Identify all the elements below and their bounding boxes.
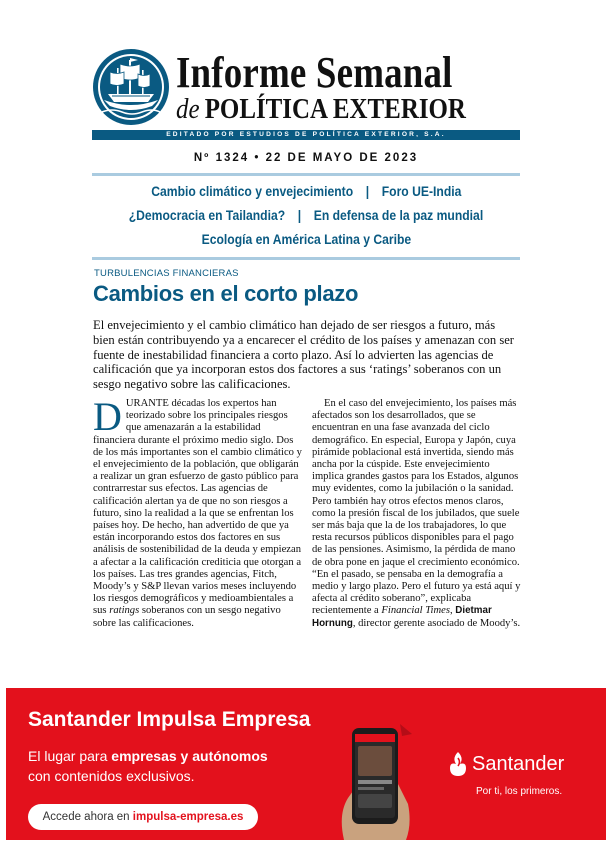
toc-separator: |	[365, 184, 369, 199]
toc-row-3	[92, 232, 520, 247]
toc-item-foro-ue-india[interactable]: Foro UE-India	[381, 184, 462, 199]
person-name: Dietmar Hornung	[312, 605, 492, 629]
masthead-de: de	[176, 93, 200, 125]
masthead-subtitle	[176, 94, 466, 124]
toc-row-1	[92, 184, 520, 199]
phone-in-hand-icon	[338, 724, 412, 840]
column-2-sep: ,	[449, 605, 456, 617]
masthead-title: Informe Semanal	[176, 48, 453, 97]
article-column-1	[93, 394, 303, 630]
column-1-text: décadas los expertos han teorizado sobre los principales riesgos que amenazarán a la estabilidad financiera durante el próximo medio siglo. Dos de los más importantes son el cambio climático y el envejecimiento de la población, que obligarán a realizar un gran esfuerzo de gasto público para contrarrestar sus efectos. Las agencias de calificación alertan ya de que no son riesgos a futuro, sino la realidad a la que se enfrentan los países hoy. De hecho, han advertido de que ya están incorporando estos dos factores en sus análisis de sostenibilidad de la deuda y empiezan a afectar a la calificación crediticia que otorgan a los países. Las tres grandes agencias, Fitch, Moody’s y S&P llevan varios meses incluyendo los riesgos demográficos y medioambientales a sus	[93, 398, 302, 617]
lead-caps: URANTE	[125, 398, 169, 409]
brand-name: Santander	[472, 753, 565, 775]
column-2-text-end: , director gerente asociado de Moody’s.	[352, 617, 521, 629]
article-lede: El envejecimiento y el cambio climático han dejado de ser riesgos a futuro, más bien están contribuyendo ya a encarecer el crédito de los países y amenazan con ser fuente de inestabilidad financiera a corto plazo. Así lo advierten las agencias de calificación que ya incorporan estos dos factores a sus ‘ratings’ soberanos con un sesgo negativo sobre las calificaciones.	[93, 318, 514, 392]
santander-ad[interactable]	[6, 688, 606, 840]
toc-row-2	[92, 208, 520, 223]
article-column-2	[312, 398, 522, 630]
toc-item-ecologia[interactable]: Ecología en América Latina y Caribe	[201, 232, 411, 247]
ad-line-1-bold: empresas y autónomos	[111, 748, 268, 764]
drop-cap: D	[93, 394, 122, 439]
ad-cta-button[interactable]	[28, 804, 258, 830]
article-kicker: TURBULENCIAS FINANCIERAS	[94, 268, 239, 279]
santander-brand	[446, 748, 596, 804]
column-2-text: En el caso del envejecimiento, los países más afectados son los desarrollados, que se encuentran en una fase avanzada del ciclo demográfico. En especial, Europa y Japón, cuya pirámide poblacional está invertida, siendo más ancha por la cúspide. Este envejecimiento implica grandes gastos para los Estados, algunos muy evidentes, como la jubilación o la sanidad. Pero también hay otros efectos menos claros, como la presión fiscal de los jubilados, que suele ser más baja que la de los trabajadores, lo que resta recursos públicos disponibles para el pago de las pensiones. Asimismo, la pérdida de mano de obra pone en jaque el crecimiento económico. “En el pasado, se pensaba en la demografía a medio y largo plazo. Pero el futuro ya está aquí y afecta al crédito soberano”, explicaba recientemente a	[312, 398, 521, 617]
source-name: Financial Times	[381, 605, 450, 617]
santander-flame-icon	[446, 750, 470, 778]
masthead	[92, 46, 520, 142]
toc-item-tailandia[interactable]: ¿Democracia en Tailandia?	[128, 208, 286, 223]
ad-line-1-pre: El lugar para	[28, 748, 112, 764]
toc-item-paz-mundial[interactable]: En defensa de la paz mundial	[313, 208, 484, 223]
toc-item-cambio-climatico[interactable]: Cambio climático y envejecimiento	[150, 184, 353, 199]
article-headline: Cambios en el corto plazo	[93, 281, 359, 306]
divider-bottom	[92, 257, 520, 260]
publisher-bar: EDITADO POR ESTUDIOS DE POLÍTICA EXTERIOR, S.A.	[92, 130, 520, 140]
ad-line-1	[28, 748, 268, 764]
column-1-italic: ratings	[109, 605, 140, 617]
column-1-text-end: soberanos con un sesgo negativo sobre las calificaciones.	[93, 605, 281, 629]
ad-cta-link[interactable]: impulsa-empresa.es	[132, 811, 244, 823]
toc-separator: |	[297, 208, 302, 223]
ad-title: Santander Impulsa Empresa	[28, 708, 311, 731]
brand-tagline: Por ti, los primeros.	[476, 786, 563, 797]
ship-logo-icon	[92, 48, 170, 126]
divider-top	[92, 173, 520, 176]
issue-line: Nº 1324 • 22 DE MAYO DE 2023	[193, 152, 419, 164]
ad-line-2: con contenidos exclusivos.	[28, 768, 195, 784]
ad-cta-pre: Accede ahora en	[42, 811, 133, 823]
masthead-subtitle-text: POLÍTICA EXTERIOR	[204, 93, 466, 125]
